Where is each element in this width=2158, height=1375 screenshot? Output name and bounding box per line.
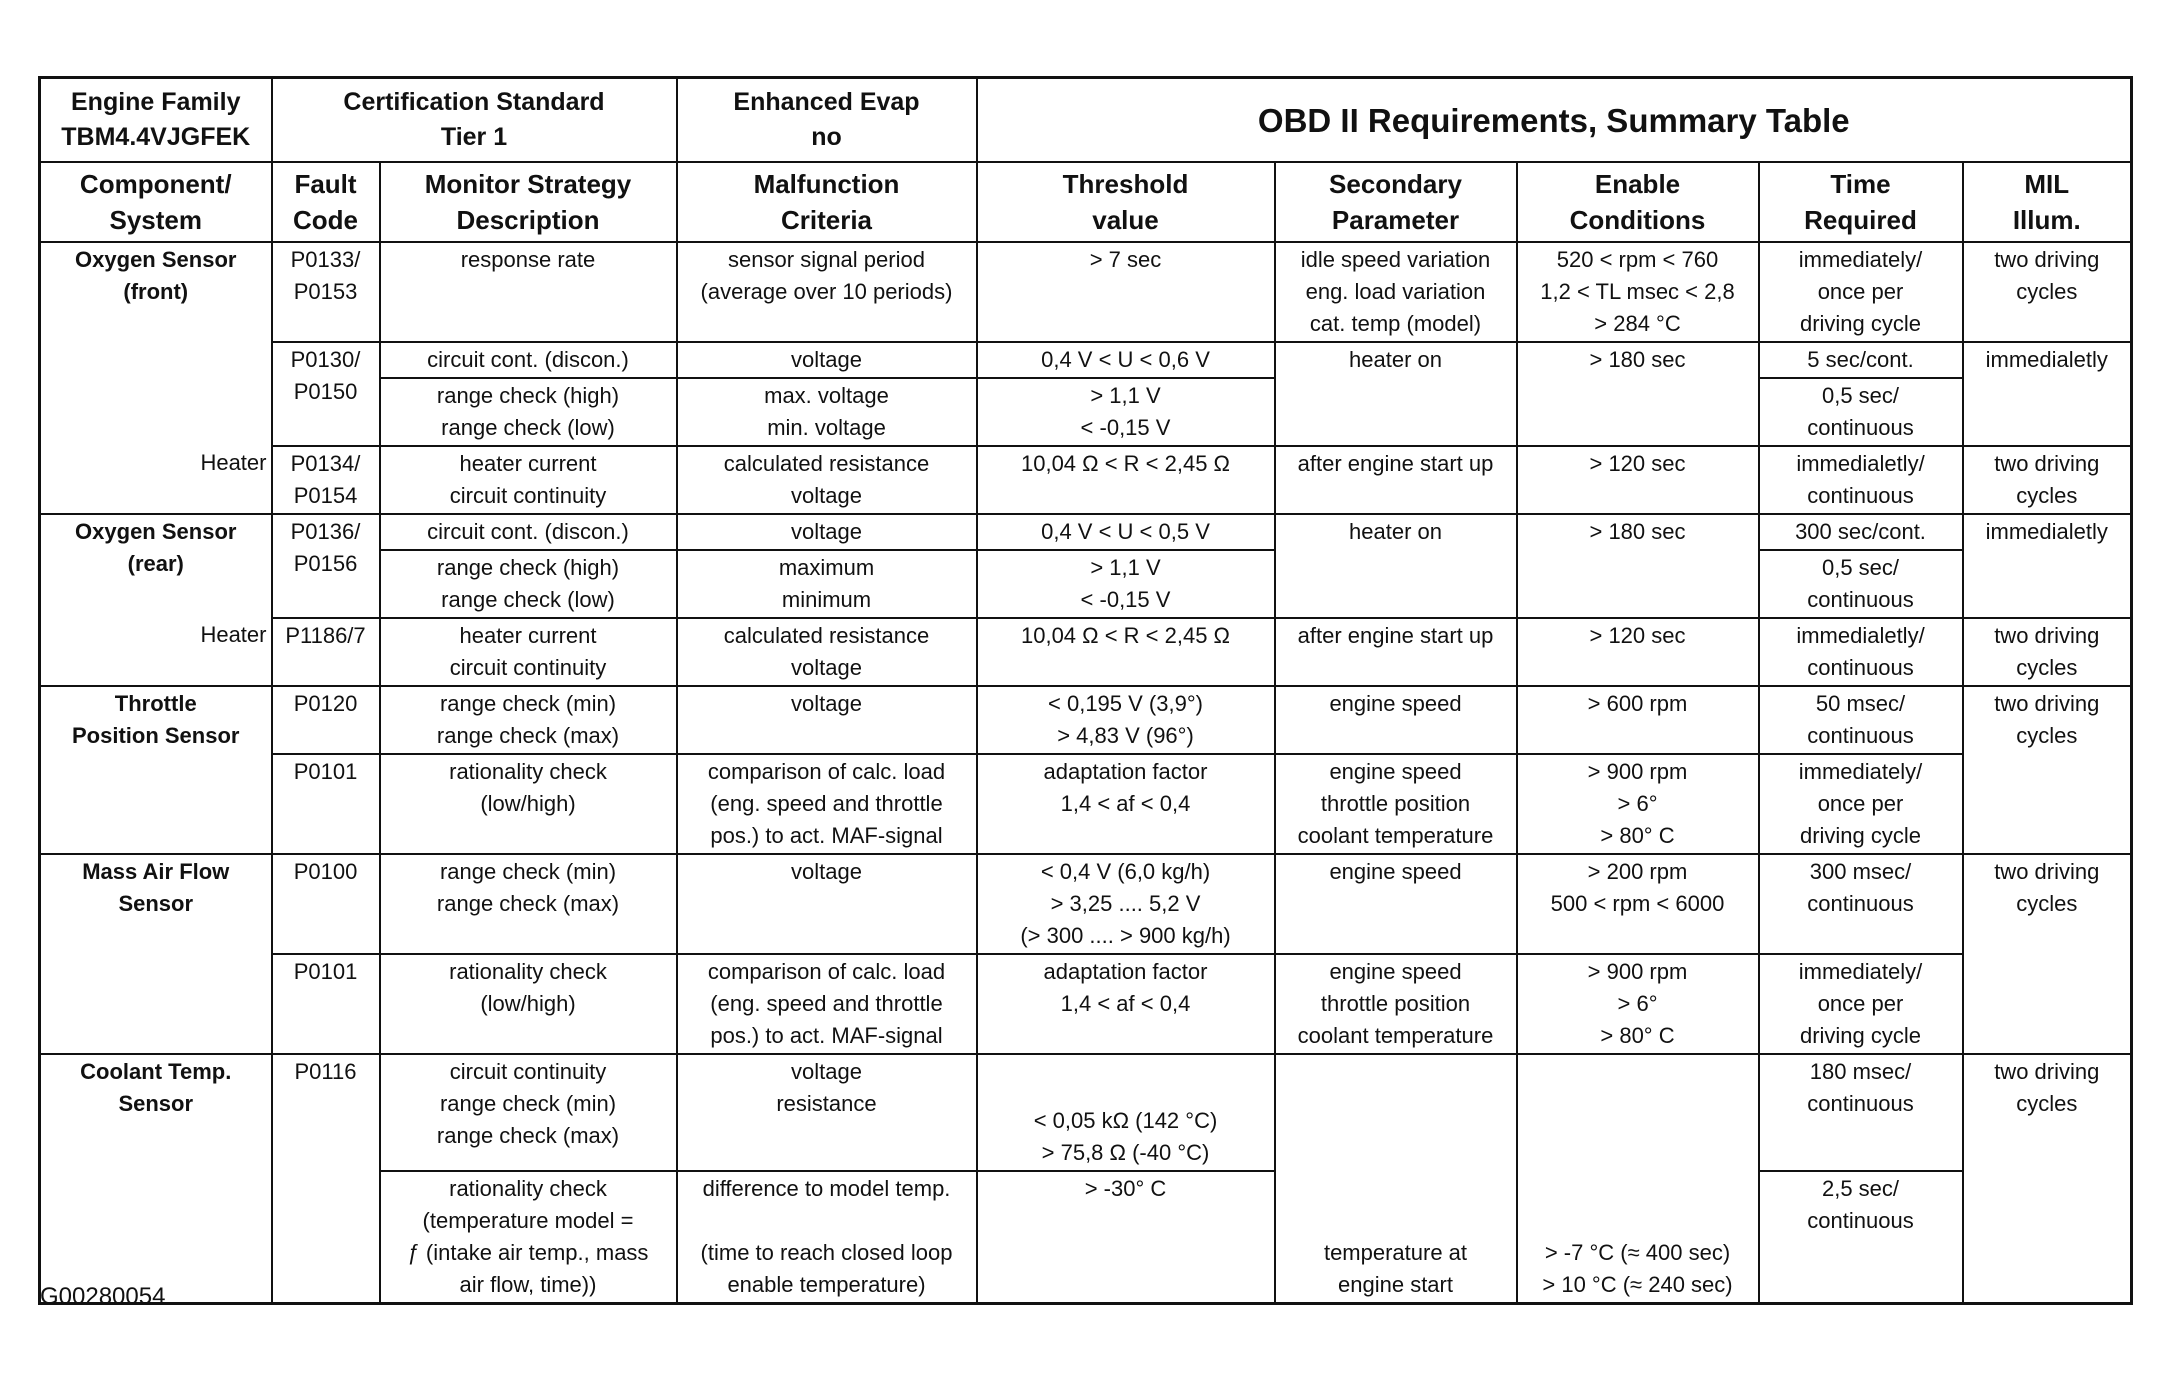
monitor-cell: range check (min) range check (max) xyxy=(380,854,677,954)
secondary-cell: after engine start up xyxy=(1275,618,1517,686)
time-cell: 0,5 sec/ continuous xyxy=(1759,378,1963,446)
criteria-cell: voltage xyxy=(677,342,977,378)
fault-code-cell: P0130/ P0150 xyxy=(272,342,380,446)
criteria-cell: maximum minimum xyxy=(677,550,977,618)
col-header-time-required: Time Required xyxy=(1759,162,1963,242)
threshold-cell: 0,4 V < U < 0,5 V xyxy=(977,514,1275,550)
mil-cell: two driving cycles xyxy=(1963,854,2132,1054)
table-row xyxy=(40,1054,2132,1171)
time-cell: 50 msec/ continuous xyxy=(1759,686,1963,754)
time-cell: 180 msec/ continuous xyxy=(1759,1054,1963,1171)
component-cell: Throttle Position Sensor xyxy=(40,686,272,854)
engine-family-value: TBM4.4VJGFEK xyxy=(61,123,251,151)
heater-label: Heater xyxy=(40,446,272,514)
engine-family-cell xyxy=(40,78,272,163)
secondary-cell: after engine start up xyxy=(1275,446,1517,514)
fault-code-cell: P0120 xyxy=(272,686,380,754)
monitor-cell: circuit continuity range check (min) range check (max) xyxy=(380,1054,677,1171)
threshold-cell: > 7 sec xyxy=(977,242,1275,342)
threshold-cell: < 0,195 V (3,9°) > 4,83 V (96°) xyxy=(977,686,1275,754)
certification-value: Tier 1 xyxy=(440,123,508,151)
enable-cell: > 900 rpm > 6° > 80° C xyxy=(1517,954,1759,1054)
fault-code-cell: P1186/7 xyxy=(272,618,380,686)
fault-code-cell: P0100 xyxy=(272,854,380,954)
enable-cell: > 120 sec xyxy=(1517,618,1759,686)
criteria-note: (time to reach closed loop enable temperature) xyxy=(700,1240,953,1297)
threshold-cell: 10,04 Ω < R < 2,45 Ω xyxy=(977,446,1275,514)
table-row xyxy=(40,242,2132,342)
monitor-cell: rationality check (low/high) xyxy=(380,954,677,1054)
component-cell: Oxygen Sensor (front) xyxy=(40,242,272,342)
table-row xyxy=(40,954,2132,1054)
criteria-cell: sensor signal period (average over 10 periods) xyxy=(677,242,977,342)
threshold-cell: 0,4 V < U < 0,6 V xyxy=(977,342,1275,378)
enable-cell: > 900 rpm > 6° > 80° C xyxy=(1517,754,1759,854)
secondary-cell: temperature at engine start xyxy=(1275,1054,1517,1304)
monitor-cell: response rate xyxy=(380,242,677,342)
secondary-cell: idle speed variation eng. load variation cat. temp (model) xyxy=(1275,242,1517,342)
col-header-monitor-strategy: Monitor Strategy Description xyxy=(380,162,677,242)
enable-cell: > 180 sec xyxy=(1517,342,1759,446)
col-header-threshold: Threshold value xyxy=(977,162,1275,242)
fault-code-cell: P0134/ P0154 xyxy=(272,446,380,514)
col-header-fault-code: Fault Code xyxy=(272,162,380,242)
secondary-cell: heater on xyxy=(1275,342,1517,446)
monitor-cell: circuit cont. (discon.) xyxy=(380,342,677,378)
enable-cell: > 200 rpm 500 < rpm < 6000 xyxy=(1517,854,1759,954)
component-cell: Coolant Temp. Sensor xyxy=(40,1054,272,1304)
heater-label: Heater xyxy=(40,618,272,686)
table-row xyxy=(40,686,2132,754)
certification-cell xyxy=(272,78,677,163)
criteria-cell: max. voltage min. voltage xyxy=(677,378,977,446)
monitor-cell: range check (min) range check (max) xyxy=(380,686,677,754)
criteria-cell: calculated resistance voltage xyxy=(677,618,977,686)
secondary-cell: heater on xyxy=(1275,514,1517,618)
mil-cell: two driving cycles xyxy=(1963,1054,2132,1304)
monitor-cell: range check (high) range check (low) xyxy=(380,378,677,446)
fault-code-cell: P0116 xyxy=(272,1054,380,1304)
table-row xyxy=(40,754,2132,854)
criteria-cell: comparison of calc. load (eng. speed and throttle pos.) to act. MAF-signal xyxy=(677,954,977,1054)
time-cell: immediately/ once per driving cycle xyxy=(1759,954,1963,1054)
table-title: OBD II Requirements, Summary Table xyxy=(977,78,2132,163)
threshold-cell xyxy=(977,1054,1275,1171)
enable-cell: 520 < rpm < 760 1,2 < TL msec < 2,8 > 284 °C xyxy=(1517,242,1759,342)
threshold-cell: > -30° C xyxy=(977,1171,1275,1304)
time-cell: 5 sec/cont. xyxy=(1759,342,1963,378)
table-row xyxy=(40,854,2132,954)
time-cell: 0,5 sec/ continuous xyxy=(1759,550,1963,618)
fault-code-cell: P0101 xyxy=(272,954,380,1054)
obd-requirements-table xyxy=(38,76,2133,1305)
table-row xyxy=(40,446,2132,514)
threshold-cell: adaptation factor 1,4 < af < 0,4 xyxy=(977,754,1275,854)
secondary-cell: engine speed xyxy=(1275,686,1517,754)
threshold-cell: > 1,1 V < -0,15 V xyxy=(977,550,1275,618)
enable-cell: > 180 sec xyxy=(1517,514,1759,618)
time-cell: immediately/ once per driving cycle xyxy=(1759,754,1963,854)
mil-cell: two driving cycles xyxy=(1963,242,2132,342)
monitor-cell: circuit cont. (discon.) xyxy=(380,514,677,550)
enhanced-evap-cell xyxy=(677,78,977,163)
criteria-cell: comparison of calc. load (eng. speed and throttle pos.) to act. MAF-signal xyxy=(677,754,977,854)
criteria-cell: voltage resistance xyxy=(677,1054,977,1171)
criteria-cell xyxy=(677,1171,977,1304)
mil-cell: two driving cycles xyxy=(1963,618,2132,686)
mil-cell: two driving cycles xyxy=(1963,446,2132,514)
component-cell: Oxygen Sensor (rear) xyxy=(40,514,272,618)
component-cell-blank xyxy=(40,342,272,378)
criteria-cell: voltage xyxy=(677,854,977,954)
monitor-cell: range check (high) range check (low) xyxy=(380,550,677,618)
fault-code-cell: P0133/ P0153 xyxy=(272,242,380,342)
fault-code-cell: P0136/ P0156 xyxy=(272,514,380,618)
engine-family-label: Engine Family xyxy=(71,88,241,116)
table-row xyxy=(40,342,2132,378)
enable-cell: > -7 °C (≈ 400 sec) > 10 °C (≈ 240 sec) xyxy=(1517,1054,1759,1304)
threshold-text: < 0,05 kΩ (142 °C) > 75,8 Ω (-40 °C) xyxy=(1033,1108,1218,1165)
component-cell: Mass Air Flow Sensor xyxy=(40,854,272,1054)
col-header-enable-conditions: Enable Conditions xyxy=(1517,162,1759,242)
monitor-cell: heater current circuit continuity xyxy=(380,446,677,514)
time-cell: immediately/ once per driving cycle xyxy=(1759,242,1963,342)
secondary-cell: engine speed throttle position coolant temperature xyxy=(1275,754,1517,854)
enable-cell: > 120 sec xyxy=(1517,446,1759,514)
threshold-cell: < 0,4 V (6,0 kg/h) > 3,25 .... 5,2 V (> 300 .... > 900 kg/h) xyxy=(977,854,1275,954)
monitor-cell: rationality check (temperature model = ƒ (intake air temp., mass air flow, time)) xyxy=(380,1171,677,1304)
figure-id: G00280054 xyxy=(40,1283,166,1310)
enhanced-evap-label: Enhanced Evap xyxy=(733,88,920,116)
secondary-cell: engine speed xyxy=(1275,854,1517,954)
criteria-cell: calculated resistance voltage xyxy=(677,446,977,514)
component-cell-blank xyxy=(40,378,272,446)
mil-cell: immedialetly xyxy=(1963,514,2132,618)
monitor-cell: rationality check (low/high) xyxy=(380,754,677,854)
time-cell: 2,5 sec/ continuous xyxy=(1759,1171,1963,1304)
secondary-cell: engine speed throttle position coolant temperature xyxy=(1275,954,1517,1054)
enable-cell: > 600 rpm xyxy=(1517,686,1759,754)
mil-cell: immedialetly xyxy=(1963,342,2132,446)
monitor-cell: heater current circuit continuity xyxy=(380,618,677,686)
criteria-text: difference to model temp. xyxy=(702,1176,951,1201)
time-cell: immedialetly/ continuous xyxy=(1759,618,1963,686)
time-cell: 300 msec/ continuous xyxy=(1759,854,1963,954)
time-cell: 300 sec/cont. xyxy=(1759,514,1963,550)
threshold-cell: > 1,1 V < -0,15 V xyxy=(977,378,1275,446)
col-header-mil-illum: MIL Illum. xyxy=(1963,162,2132,242)
table-row xyxy=(40,618,2132,686)
enhanced-evap-value: no xyxy=(811,123,842,151)
certification-label: Certification Standard xyxy=(343,88,605,116)
col-header-component: Component/ System xyxy=(40,162,272,242)
threshold-cell: 10,04 Ω < R < 2,45 Ω xyxy=(977,618,1275,686)
col-header-malfunction-criteria: Malfunction Criteria xyxy=(677,162,977,242)
table-row xyxy=(40,514,2132,550)
criteria-cell: voltage xyxy=(677,514,977,550)
criteria-cell: voltage xyxy=(677,686,977,754)
mil-cell: two driving cycles xyxy=(1963,686,2132,854)
time-cell: immedialetly/ continuous xyxy=(1759,446,1963,514)
threshold-cell: adaptation factor 1,4 < af < 0,4 xyxy=(977,954,1275,1054)
fault-code-cell: P0101 xyxy=(272,754,380,854)
col-header-secondary-parameter: Secondary Parameter xyxy=(1275,162,1517,242)
